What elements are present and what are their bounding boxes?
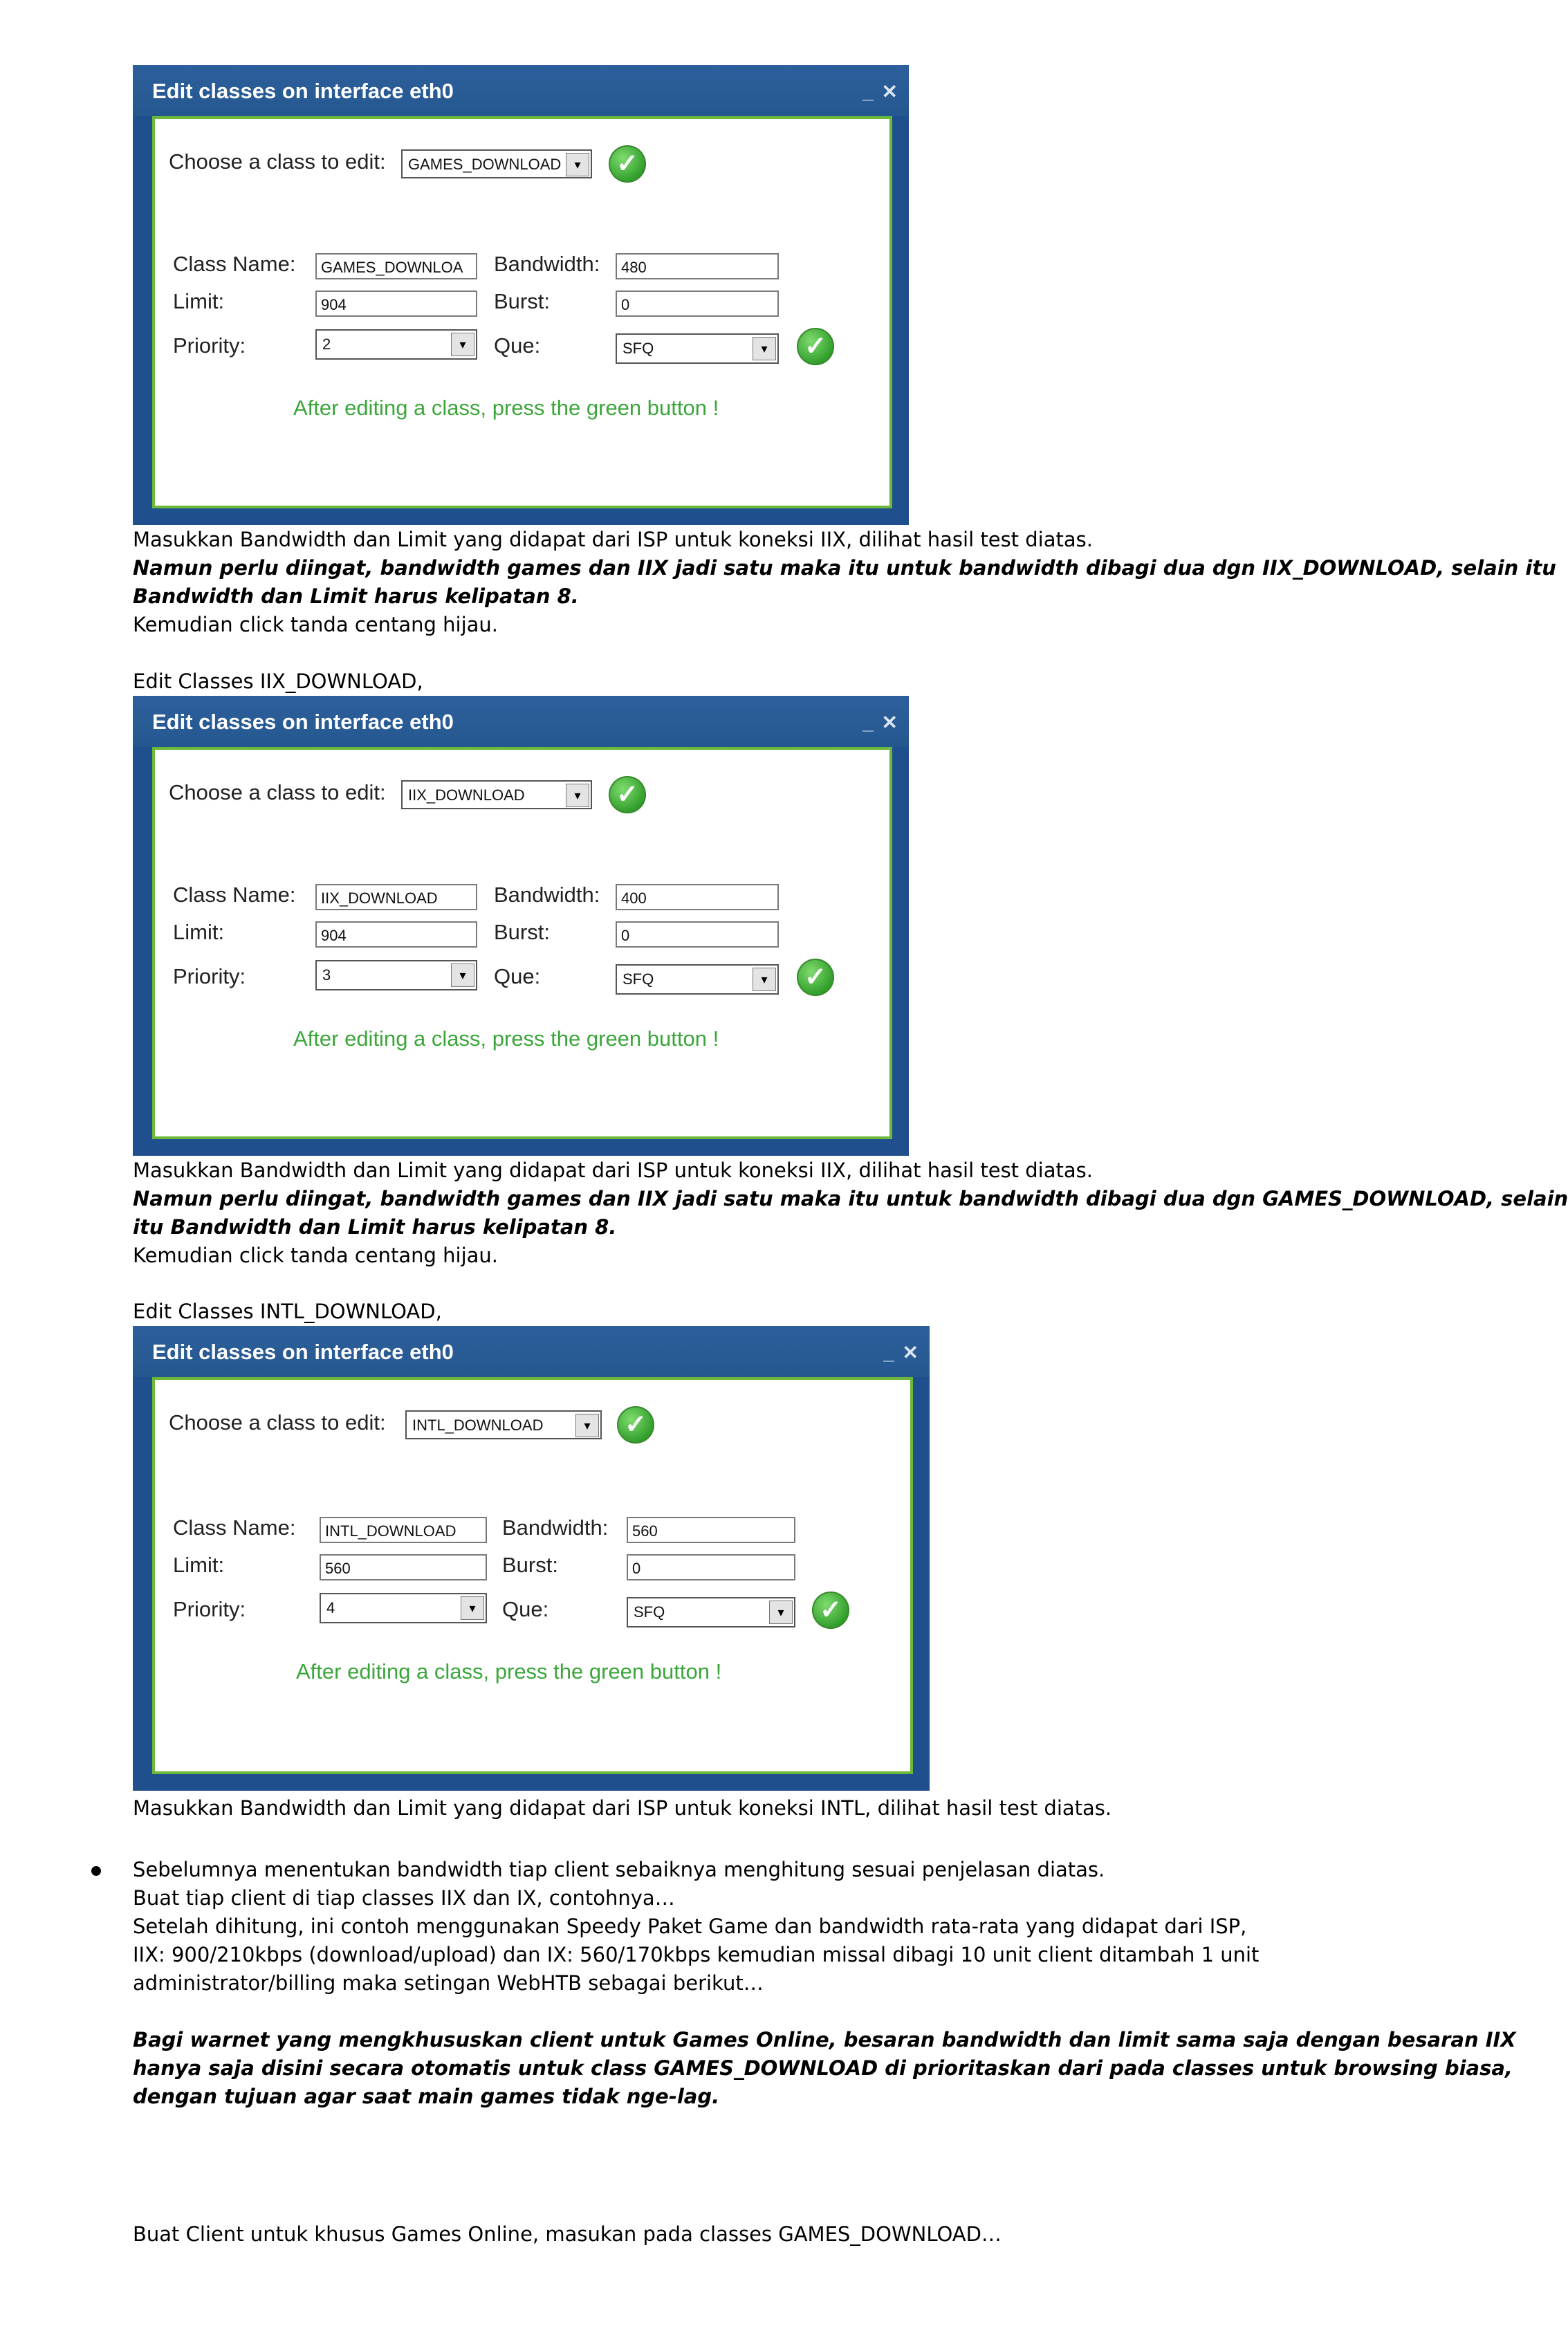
confirm-class-check-icon[interactable]: ✓ [609,776,646,813]
choose-class-label: Choose a class to edit: [169,780,386,804]
que-select[interactable] [616,333,779,364]
limit-input[interactable]: 904 [315,921,477,948]
paragraph-line: IIX: 900/210kbps (download/upload) dan IX: 560/170kbps kemudian missal dibagi 10 unit client ditambah 1 unit [133,1943,1260,1966]
priority-label: Priority: [173,1597,246,1621]
class-edit-form [152,116,892,508]
priority-label: Priority: [173,333,246,358]
priority-value: 3 [322,966,331,984]
choose-class-select[interactable] [401,149,592,178]
paragraph-line: Buat Client untuk khusus Games Online, masukan pada classes GAMES_DOWNLOAD… [133,2222,1002,2246]
chevron-down-icon[interactable]: ▾ [575,1414,599,1437]
choose-class-value: GAMES_DOWNLOAD [408,156,562,173]
burst-input[interactable]: 0 [616,291,779,317]
chevron-down-icon[interactable]: ▾ [566,153,589,176]
window-controls[interactable]: _ ✕ [863,712,899,733]
window-controls[interactable]: _ ✕ [863,81,899,102]
burst-input[interactable]: 0 [616,921,779,948]
class-edit-form [152,747,892,1139]
edit-hint-text: After editing a class, press the green button ! [293,396,719,420]
que-label: Que: [494,333,541,358]
limit-label: Limit: [173,1553,225,1577]
class-name-input[interactable]: INTL_DOWNLOAD [320,1517,487,1543]
window-controls[interactable]: _ ✕ [883,1342,920,1363]
paragraph-line: Masukkan Bandwidth dan Limit yang didapat dari ISP untuk koneksi INTL, dilihat hasil test diatas. [133,1796,1112,1820]
chevron-down-icon[interactable]: ▾ [753,337,776,360]
window-titlebar [133,696,909,747]
paragraph-bold-line: Namun perlu diingat, bandwidth games dan IIX jadi satu maka itu untuk bandwidth dibagi dua dgn GAMES_DOWNLOAD, selain [133,1187,1568,1210]
confirm-class-check-icon[interactable]: ✓ [609,145,646,183]
priority-select[interactable] [315,960,477,990]
paragraph-line: Setelah dihitung, ini contoh menggunakan Speedy Paket Game dan bandwidth rata-rata yang didapat dari ISP, [133,1915,1247,1938]
edit-hint-text: After editing a class, press the green button ! [293,1026,719,1051]
paragraph-line: Kemudian click tanda centang hijau. [133,613,498,636]
que-select[interactable] [627,1597,795,1627]
paragraph-bold-line: Namun perlu diingat, bandwidth games dan IIX jadi satu maka itu untuk bandwidth dibagi dua dgn IIX_DOWNLOAD, selain itu [133,556,1556,580]
paragraph-line: Masukkan Bandwidth dan Limit yang didapat dari ISP untuk koneksi IIX, dilihat hasil test diatas. [133,528,1093,551]
priority-label: Priority: [173,964,246,988]
bandwidth-input[interactable]: 400 [616,884,779,910]
que-label: Que: [502,1597,549,1621]
class-name-label: Class Name: [173,1515,296,1540]
section-heading: Edit Classes IIX_DOWNLOAD, [133,670,423,693]
priority-select[interactable] [315,329,477,360]
paragraph-line: Masukkan Bandwidth dan Limit yang didapat dari ISP untuk koneksi IIX, dilihat hasil test diatas. [133,1159,1093,1182]
choose-class-value: INTL_DOWNLOAD [412,1417,544,1434]
paragraph-line: Sebelumnya menentukan bandwidth tiap client sebaiknya menghitung sesuai penjelasan diatas. [133,1858,1105,1881]
paragraph-bold-line: Bagi warnet yang mengkhususkan client untuk Games Online, besaran bandwidth dan limit sama saja dengan besaran IIX [133,2028,1516,2051]
bullet-icon [91,1866,101,1876]
chevron-down-icon[interactable]: ▾ [769,1601,793,1624]
priority-value: 4 [326,1599,335,1616]
que-value: SFQ [622,340,654,357]
class-name-label: Class Name: [173,883,296,907]
section-heading: Edit Classes INTL_DOWNLOAD, [133,1300,442,1323]
save-class-check-icon[interactable]: ✓ [797,959,834,996]
choose-class-label: Choose a class to edit: [169,149,386,174]
screenshot-panel-games [133,65,909,525]
screenshot-panel-iix [133,696,909,1156]
que-value: SFQ [634,1603,665,1621]
window-title: Edit classes on interface eth0 [152,1340,454,1364]
save-class-check-icon[interactable]: ✓ [812,1592,849,1629]
choose-class-select[interactable] [401,780,592,809]
chevron-down-icon[interactable]: ▾ [451,963,474,987]
choose-class-value: IIX_DOWNLOAD [408,786,525,804]
window-title: Edit classes on interface eth0 [152,79,454,103]
class-edit-form [152,1377,913,1774]
limit-label: Limit: [173,289,225,313]
burst-label: Burst: [494,920,550,944]
que-select[interactable] [616,964,779,995]
class-name-input[interactable]: IIX_DOWNLOAD [315,884,477,910]
window-titlebar [133,1326,930,1377]
chevron-down-icon[interactable]: ▾ [566,784,589,807]
bandwidth-label: Bandwidth: [494,883,600,907]
priority-value: 2 [322,335,331,353]
paragraph-bold-line: hanya saja disini secara otomatis untuk class GAMES_DOWNLOAD di prioritaskan dari pada classes untuk browsing biasa, [133,2056,1513,2080]
edit-hint-text: After editing a class, press the green button ! [296,1659,722,1684]
bandwidth-label: Bandwidth: [502,1515,609,1540]
que-value: SFQ [622,970,654,988]
choose-class-label: Choose a class to edit: [169,1410,386,1435]
chevron-down-icon[interactable]: ▾ [753,968,776,991]
window-titlebar [133,65,909,116]
paragraph-line: Kemudian click tanda centang hijau. [133,1244,498,1267]
burst-label: Burst: [502,1553,558,1577]
window-title: Edit classes on interface eth0 [152,710,454,734]
paragraph-bold-line: Bandwidth dan Limit harus kelipatan 8. [133,584,579,608]
confirm-class-check-icon[interactable]: ✓ [617,1406,654,1444]
choose-class-select[interactable] [405,1410,602,1439]
limit-input[interactable]: 904 [315,291,477,317]
class-name-input[interactable]: GAMES_DOWNLOA [315,253,477,279]
bandwidth-input[interactable]: 560 [627,1517,795,1543]
priority-select[interactable] [320,1593,487,1623]
burst-label: Burst: [494,289,550,313]
paragraph-line: administrator/billing maka setingan WebHTB sebagai berikut… [133,1971,764,1995]
chevron-down-icon[interactable]: ▾ [451,333,474,356]
burst-input[interactable]: 0 [627,1554,795,1580]
que-label: Que: [494,964,541,988]
class-name-label: Class Name: [173,252,296,276]
limit-input[interactable]: 560 [320,1554,487,1580]
paragraph-bold-line: dengan tujuan agar saat main games tidak nge-lag. [133,2085,720,2108]
save-class-check-icon[interactable]: ✓ [797,328,834,365]
screenshot-panel-intl [133,1326,930,1791]
paragraph-line: Buat tiap client di tiap classes IIX dan IX, contohnya… [133,1886,675,1910]
limit-label: Limit: [173,920,225,944]
bandwidth-label: Bandwidth: [494,252,600,276]
bandwidth-input[interactable]: 480 [616,253,779,279]
paragraph-bold-line: itu Bandwidth dan Limit harus kelipatan 8. [133,1215,617,1239]
chevron-down-icon[interactable]: ▾ [461,1596,484,1620]
